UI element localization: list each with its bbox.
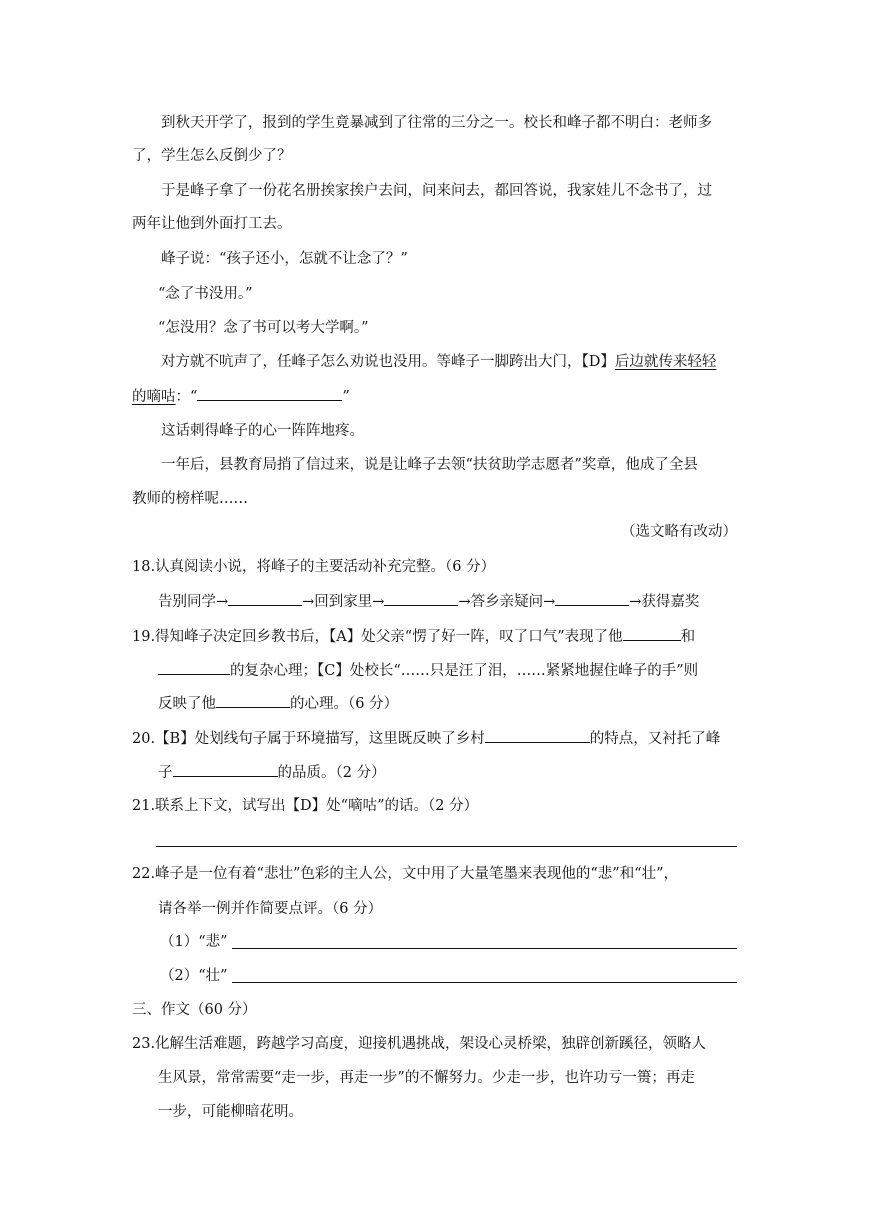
question-19-line-3: 反映了他 的心理。（6 分）	[158, 693, 737, 714]
story-para-8-line-2: 教师的榜样呢……	[132, 491, 248, 507]
question-19-line-2: 的复杂心理；【C】处校长“……只是汪了泪，……紧紧地握住峰子的手”则	[158, 660, 737, 681]
q18-blank-1[interactable]	[228, 591, 302, 606]
q22-answer-line-1[interactable]	[232, 948, 737, 949]
question-20-line-1: 20.【B】处划线句子属于环境描写，这里既反映了乡村 的特点，又衬托了峰	[132, 728, 737, 749]
question-23-line-3: 一步，可能柳暗花明。	[158, 1104, 303, 1120]
question-19-line-1: 19.得知峰子决定回乡教书后，【A】处父亲“愣了好一阵，叹了口气”表现了他 和	[132, 626, 737, 647]
question-23-line-1: 23.化解生活难题，跨越学习高度，迎接机遇挑战，架设心灵桥梁，独辟创新蹊径，领略人	[132, 1036, 707, 1052]
story-para-1-line-1: 到秋天开学了，报到的学生竟暴减到了往常的三分之一。校长和峰子都不明白：老师多	[161, 115, 712, 131]
q22-answer-line-2[interactable]	[232, 982, 737, 983]
story-para-2-line-2: 两年让他到外面打工去。	[132, 216, 292, 232]
q22-item-2: （2）“壮”	[160, 968, 228, 984]
story-para-6-line-1: 对方就不吭声了，任峰子怎么劝说也没用。等峰子一脚跨出大门，【D】后边就传来轻轻	[161, 354, 717, 370]
q20-blank-1[interactable]	[485, 728, 590, 743]
story-para-6-line-2: 的嘀咕：“ ”	[132, 386, 737, 407]
source-note: （选文略有改动）	[621, 524, 737, 540]
question-22-line-1: 22.峰子是一位有着“悲壮”色彩的主人公，文中用了大量笔墨来表现他的“悲”和“壮”，	[132, 866, 679, 882]
underlined-sentence-d-end: 的嘀咕	[132, 389, 176, 405]
q21-answer-line[interactable]	[156, 846, 737, 847]
story-para-4: “念了书没用。”	[158, 286, 253, 302]
question-22-line-2: 请各举一例并作简要点评。（6 分）	[158, 901, 383, 917]
q22-item-1: （1）“悲”	[160, 934, 228, 950]
q18-blank-3[interactable]	[555, 591, 629, 606]
mutter-blank[interactable]	[197, 386, 342, 401]
story-para-5: “怎没用？念了书可以考大学啊。”	[158, 320, 369, 336]
section-3-title: 三、作文（60 分）	[132, 1002, 257, 1018]
story-para-8-line-1: 一年后，县教育局捎了信过来，说是让峰子去领“扶贫助学志愿者”奖章，他成了全县	[161, 457, 698, 473]
q19-blank-3[interactable]	[216, 693, 290, 708]
underlined-sentence-d: 后边就传来轻轻	[614, 354, 717, 370]
q18-blank-2[interactable]	[384, 591, 458, 606]
story-para-2-line-1: 于是峰子拿了一份花名册挨家挨户去问，问来问去，都回答说，我家娃儿不念书了，过	[161, 183, 712, 199]
question-23-line-2: 生风景，常常需要“走一步，再走一步”的不懈努力。少走一步，也许功亏一篑；再走	[158, 1070, 695, 1086]
q19-blank-1[interactable]	[623, 626, 681, 641]
q20-blank-2[interactable]	[173, 762, 278, 777]
question-18: 18.认真阅读小说，将峰子的主要活动补充完整。（6 分）	[132, 559, 496, 575]
question-21: 21.联系上下文，试写出【D】处“嘀咕”的话。（2 分）	[132, 798, 479, 814]
q19-blank-2[interactable]	[158, 660, 230, 675]
story-para-7: 这话刺得峰子的心一阵阵地疼。	[161, 423, 364, 439]
story-para-1-line-2: 了，学生怎么反倒少了？	[132, 148, 292, 164]
question-20-line-2: 子 的品质。（2 分）	[158, 762, 737, 783]
story-para-3: 峰子说：“孩子还小，怎就不让念了？”	[161, 251, 408, 267]
question-18-flow: 告别同学→ →回到家里→ →答乡亲疑问→ →获得嘉奖	[158, 591, 737, 612]
